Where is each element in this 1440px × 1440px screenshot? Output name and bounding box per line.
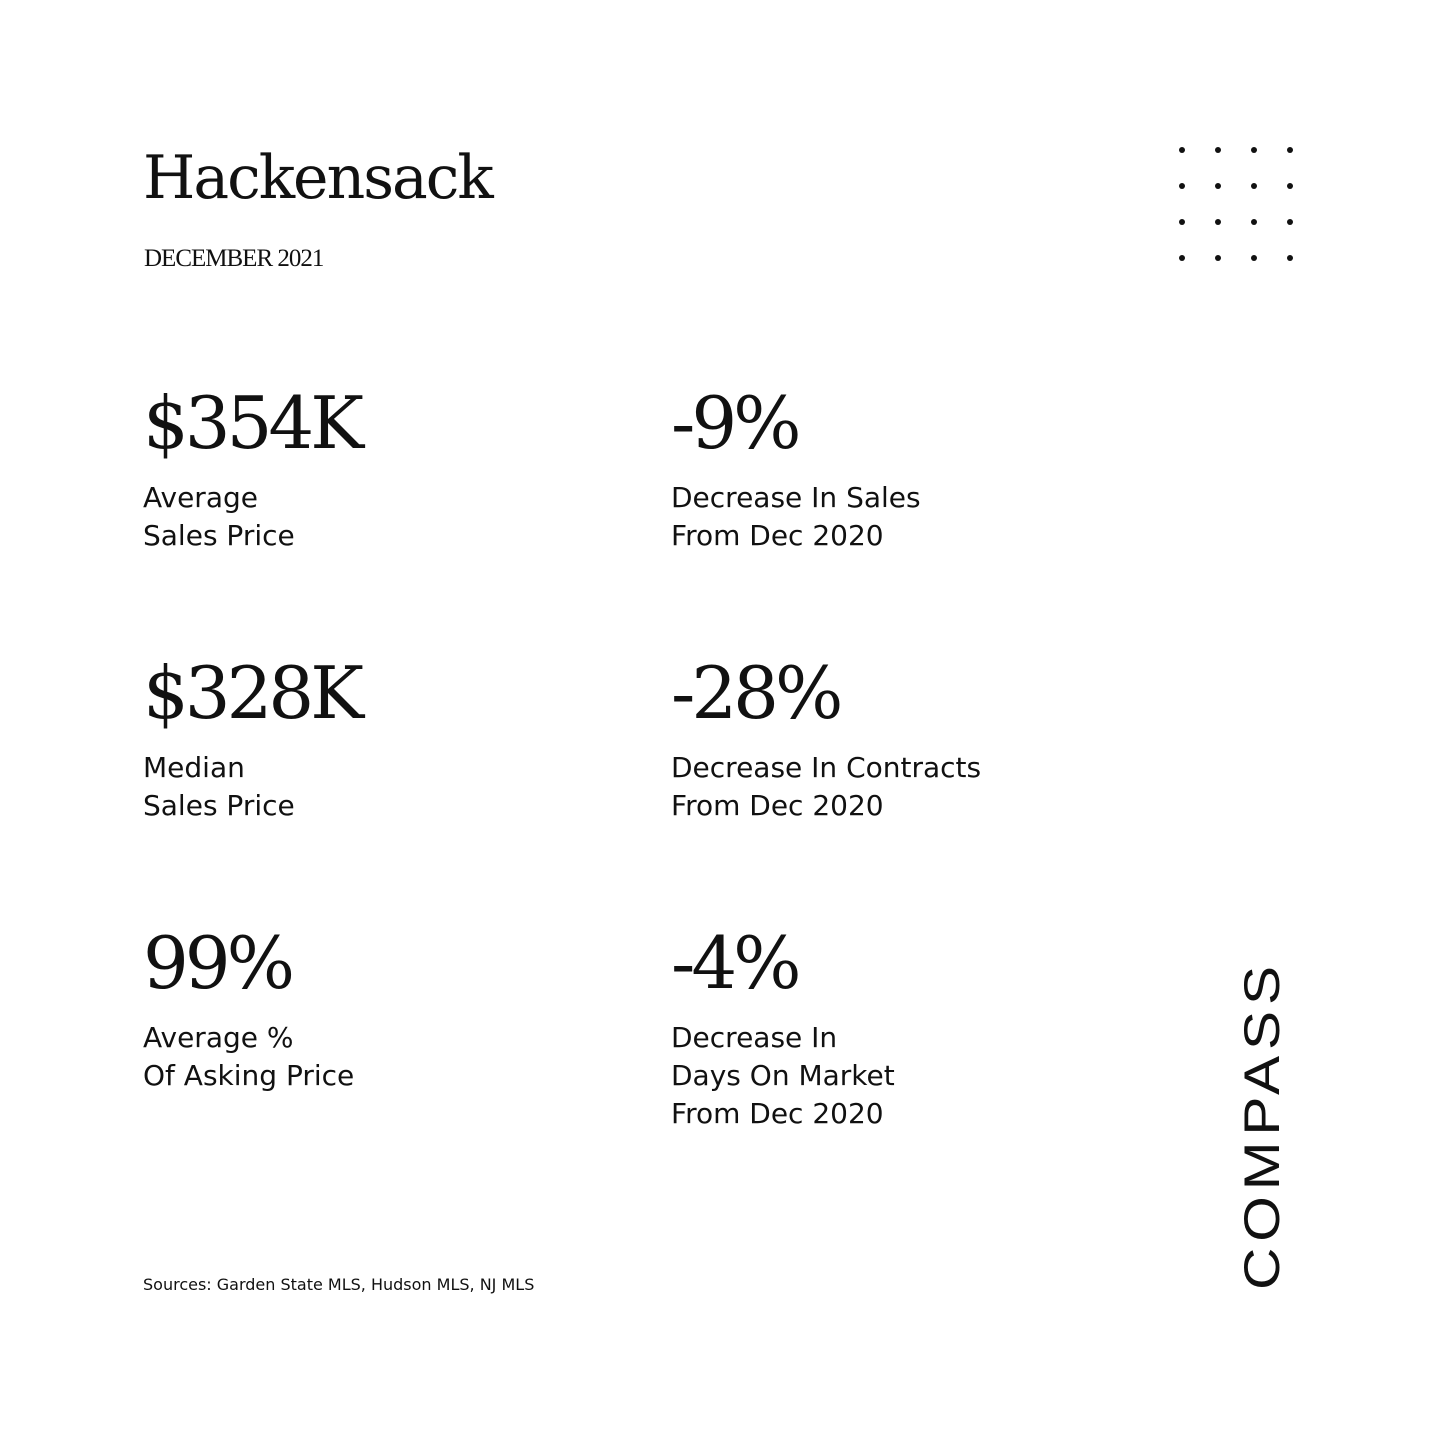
dot-icon	[1287, 147, 1293, 153]
compass-logo	[1234, 955, 1290, 1295]
dot-grid-icon	[1175, 143, 1299, 267]
stat-value: -28%	[671, 651, 840, 735]
stat-label-line: Sales Price	[143, 519, 295, 552]
dot-icon	[1251, 255, 1257, 261]
stat-label	[671, 1019, 895, 1133]
stat-label	[143, 1019, 354, 1095]
dot-icon	[1287, 219, 1293, 225]
dot-icon	[1251, 147, 1257, 153]
stat-median-sales-price	[143, 651, 361, 825]
stat-label-line: Sales Price	[143, 789, 295, 822]
dot-icon	[1251, 183, 1257, 189]
stat-sales-change	[671, 381, 921, 555]
stat-value: -9%	[671, 381, 798, 465]
stat-label-line: From Dec 2020	[671, 789, 884, 822]
dot-icon	[1215, 219, 1221, 225]
stat-label-line: Average %	[143, 1021, 294, 1054]
stat-value: -4%	[671, 921, 798, 1005]
dot-icon	[1287, 183, 1293, 189]
sources-note: Sources: Garden State MLS, Hudson MLS, NJ MLS	[143, 1275, 535, 1294]
stat-days-on-market-change	[671, 921, 895, 1133]
stat-label	[671, 749, 981, 825]
dot-icon	[1179, 183, 1185, 189]
stat-label-line: Days On Market	[671, 1059, 895, 1092]
dot-icon	[1215, 255, 1221, 261]
stat-label-line: Decrease In Sales	[671, 481, 921, 514]
stat-value: $328K	[143, 651, 361, 735]
stat-label	[143, 749, 360, 825]
dot-icon	[1179, 255, 1185, 261]
dot-icon	[1179, 147, 1185, 153]
compass-logo-text: COMPASS	[1234, 1008, 1290, 1290]
dot-icon	[1215, 183, 1221, 189]
report-date: DECEMBER 2021	[144, 245, 324, 272]
stat-label-line: Of Asking Price	[143, 1059, 355, 1092]
dot-icon	[1251, 219, 1257, 225]
stat-label-line: From Dec 2020	[671, 1097, 884, 1130]
stat-label-line: From Dec 2020	[671, 519, 884, 552]
stat-label-line: Average	[143, 481, 258, 514]
stat-value: 99%	[143, 921, 292, 1005]
stat-label-line: Decrease In Contracts	[671, 751, 982, 784]
dot-icon	[1179, 219, 1185, 225]
stat-label	[671, 479, 921, 555]
stat-contracts-change	[671, 651, 982, 825]
stat-value: $354K	[143, 381, 361, 465]
page-title: Hackensack	[143, 143, 492, 213]
stat-label	[143, 479, 360, 555]
dot-icon	[1287, 255, 1293, 261]
stat-label-line: Decrease In	[671, 1021, 838, 1054]
dot-icon	[1215, 147, 1221, 153]
stat-average-sales-price	[143, 381, 361, 555]
stat-percent-of-asking	[143, 921, 355, 1095]
stat-label-line: Median	[143, 751, 245, 784]
